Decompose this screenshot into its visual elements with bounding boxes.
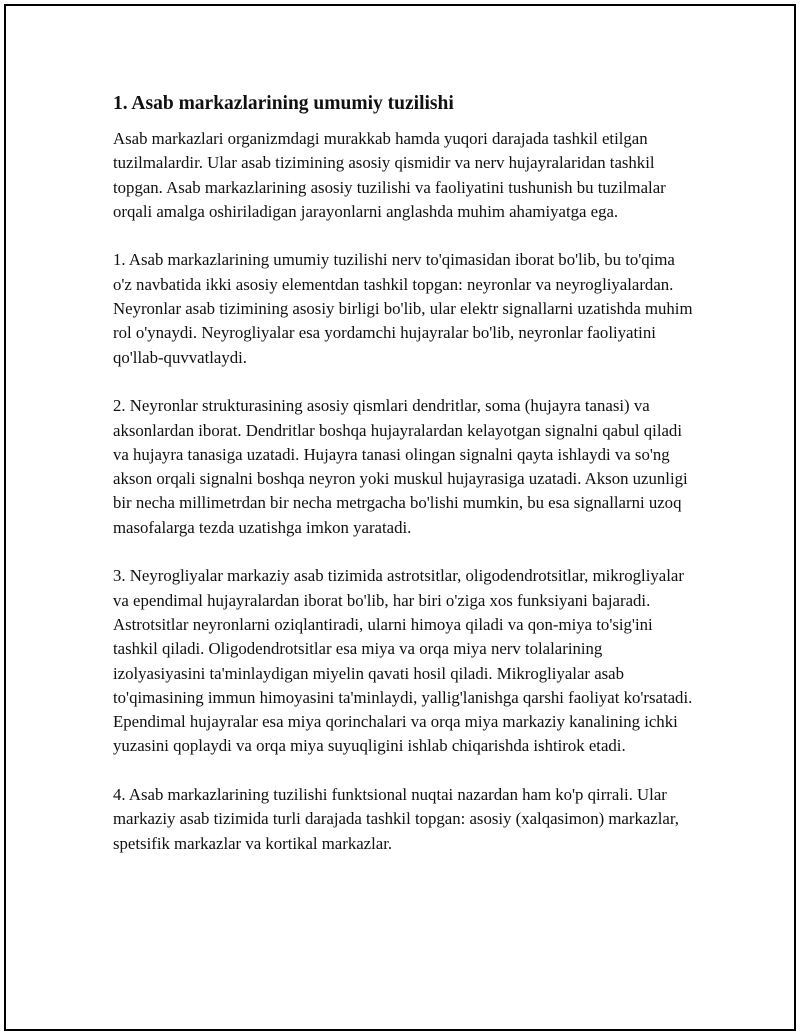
document-title: 1. Asab markazlarining umumiy tuzilishi [113,93,454,114]
paragraph-2: 2. Neyronlar strukturasining asosiy qismlari dendritlar, soma (hujayra tanasi) va aksonlardan iborat. Dendritlar boshqa hujayralardan kelayotgan signalni qabul qiladi va hujayra tanasiga uzatadi. Hujayra tanasi olingan signalni qayta ishlaydi va so'ng akson orqali signalni boshqa neyron yoki muskul hujayrasiga uzatadi. Akson uzunligi bir necha millimetrdan bir necha metrgacha bo'lishi mumkin, bu esa signallarni uzoq masofalarga tezda uzatishga imkon yaratadi. [113,396,688,537]
paragraph-1: 1. Asab markazlarining umumiy tuzilishi nerv to'qimasidan iborat bo'lib, bu to'qima o'z navbatida ikki asosiy elementdan tashkil topgan: neyronlar va neyrogliyalardan. Neyronlar asab tizimining asosiy birligi bo'lib, ular elektr signallarni uzatishda muhim rol o'ynaydi. Neyrogliyalar esa yordamchi hujayralar bo'lib, neyronlar faoliyatini qo'llab-quvvatlaydi. [113,250,693,367]
document-body [113,91,693,880]
paragraph-3: 3. Neyrogliyalar markaziy asab tizimida astrotsitlar, oligodendrotsitlar, mikrogliyalar va ependimal hujayralardan iborat bo'lib, har biri o'ziga xos funksiyani bajaradi. Astrotsitlar neyronlarni oziqlantiradi, ularni himoya qiladi va qon-miya to'sig'ini tashkil qiladi. Oligodendrotsitlar esa miya va orqa miya nerv tolalarining izolyasiyasini ta'minlaydigan miyelin qavati hosil qiladi. Mikrogliyalar asab to'qimasining immun himoyasini ta'minlaydi, yallig'lanishga qarshi faoliyat ko'rsatadi. Ependimal hujayralar esa miya qorinchalari va orqa miya markaziy kanalining ichki yuzasini qoplaydi va orqa miya suyuqligini ishlab chiqarishda ishtirok etadi. [113,566,693,756]
paragraph-intro: Asab markazlari organizmdagi murakkab hamda yuqori darajada tashkil etilgan tuzilmalardir. Ular asab tizimining asosiy qismidir va nerv hujayralaridan tashkil topgan. Asab markazlarining asosiy tuzilishi va faoliyatini tushunish bu tuzilmalar orqali amalga oshiriladigan jarayonlarni anglashda muhim ahamiyatga ega. [113,129,666,221]
paragraph-4: 4. Asab markazlarining tuzilishi funktsional nuqtai nazardan ham ko'p qirrali. Ular markaziy asab tizimida turli darajada tashkil topgan: asosiy (xalqasimon) markazlar, spetsifik markazlar va kortikal markazlar. [113,785,679,853]
